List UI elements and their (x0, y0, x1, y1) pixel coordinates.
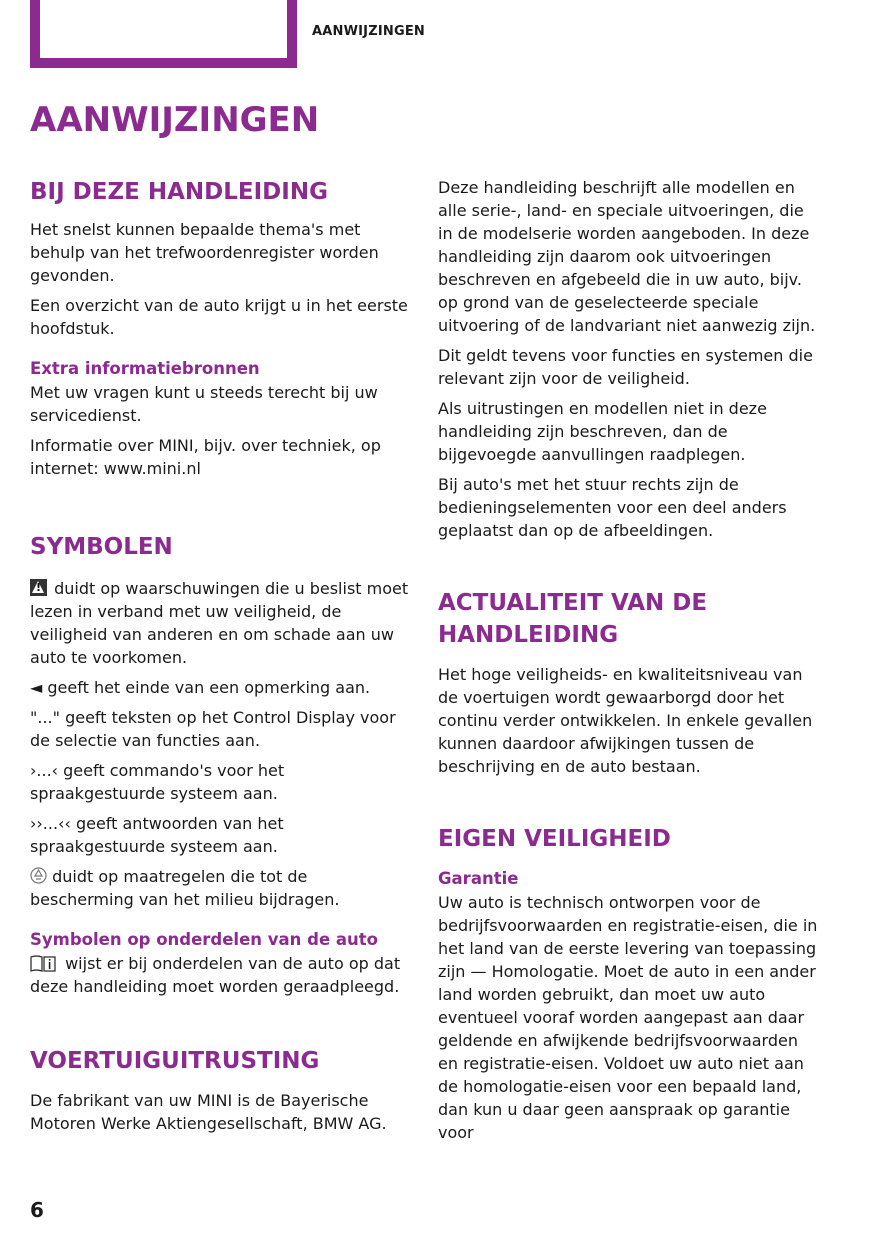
chapter-tab-frame (30, 0, 297, 68)
paragraph: ››...‹‹ geeft antwoorden van het spraakgestuurde systeem aan. (30, 814, 284, 856)
running-head: AANWIJZINGEN (312, 24, 425, 39)
left-column (30, 176, 410, 1142)
heading-symbolen: SYMBOLEN (30, 534, 173, 560)
right-column (438, 176, 823, 1151)
paragraph: De fabrikant van uw MINI is de Bayerische Motoren Werke Aktiengesellschaft, BMW AG. (30, 1091, 387, 1133)
paragraph-environment-symbol: duidt op maatregelen die tot de bescherming van het milieu bijdragen. (30, 867, 340, 909)
page-title: AANWIJZINGEN (30, 100, 320, 140)
paragraph: Met uw vragen kunt u steeds terecht bij uw servicedienst. (30, 383, 378, 425)
warning-triangle-icon (30, 579, 47, 596)
paragraph: Het hoge veiligheids- en kwaliteitsniveau van de voertuigen wordt gewaarborgd door het continu verder ontwikkelen. In enkele gevallen kunnen daardoor afwijkingen tussen de beschrijving en de auto bestaan. (438, 665, 813, 776)
heading-symbolen-onderdelen: Symbolen op onderdelen van de auto (30, 930, 378, 949)
paragraph: Uw auto is technisch ontworpen voor de bedrijfsvoorwaarden en registratie-eisen, die in het land van de eerste levering van toepassing zijn — Homologatie. Moet de auto in een ander land worden gebruikt, dan moet uw auto eventueel vooraf worden aangepast aan daar geldende en afwijkende bedrijfsvoorwaarden en registratie-eisen. Voldoet uw auto niet aan de homologatie-eisen voor een bepaald land, dan kun u daar geen aanspraak op garantie voor (438, 893, 818, 1142)
heading-bij-deze-handleiding: BIJ DEZE HANDLEIDING (30, 179, 328, 205)
paragraph-manual-symbol: wijst er bij onderdelen van de auto op dat deze handleiding moet worden geraadpleegd. (30, 954, 401, 996)
paragraph: Deze handleiding beschrijft alle modellen en alle serie-, land- en speciale uitvoeringen, die in de modelserie worden aangeboden. In deze handleiding zijn daarom ook uitvoeringen beschreven en afgebeeld die in uw auto, bijv. op grond van de geselecteerde speciale uitvoering of de landvariant niet aanwezig zijn. (438, 178, 816, 335)
paragraph: "..." geeft teksten op het Control Display voor de selectie van functies aan. (30, 708, 396, 750)
paragraph: Het snelst kunnen bepaalde thema's met behulp van het trefwoordenregister worden gevonden. (30, 220, 379, 285)
paragraph: Als uitrustingen en modellen niet in deze handleiding zijn beschreven, dan de bijgevoegde aanvullingen raadplegen. (438, 399, 767, 464)
paragraph: Een overzicht van de auto krijgt u in het eerste hoofdstuk. (30, 296, 408, 338)
heading-actualiteit: ACTUALITEIT VAN DE HANDLEIDING (438, 590, 708, 648)
paragraph: Bij auto's met het stuur rechts zijn de bedieningselementen voor een deel anders geplaatst dan op de afbeeldingen. (438, 475, 787, 540)
heading-extra-informatiebronnen: Extra informatiebronnen (30, 359, 260, 378)
heading-eigen-veiligheid: EIGEN VEILIGHEID (438, 826, 671, 852)
book-info-icon (30, 955, 56, 972)
paragraph: ›...‹ geeft commando's voor het spraakgestuurde systeem aan. (30, 761, 285, 803)
paragraph: ◄ geeft het einde van een opmerking aan. (30, 678, 371, 697)
heading-garantie: Garantie (438, 869, 519, 888)
paragraph-warning-symbol: ! duidt op waarschuwingen die u beslist moet lezen in verband met uw veiligheid, de veiligheid van anderen en om schade aan uw auto te voorkomen. (30, 577, 410, 669)
paragraph: Dit geldt tevens voor functies en systemen die relevant zijn voor de veiligheid. (438, 346, 813, 388)
paragraph: Informatie over MINI, bijv. over techniek, op internet: www.mini.nl (30, 436, 381, 478)
page-number: 6 (30, 1198, 44, 1222)
heading-voertuiguitrusting: VOERTUIGUITRUSTING (30, 1048, 320, 1074)
recycle-icon (30, 867, 47, 884)
